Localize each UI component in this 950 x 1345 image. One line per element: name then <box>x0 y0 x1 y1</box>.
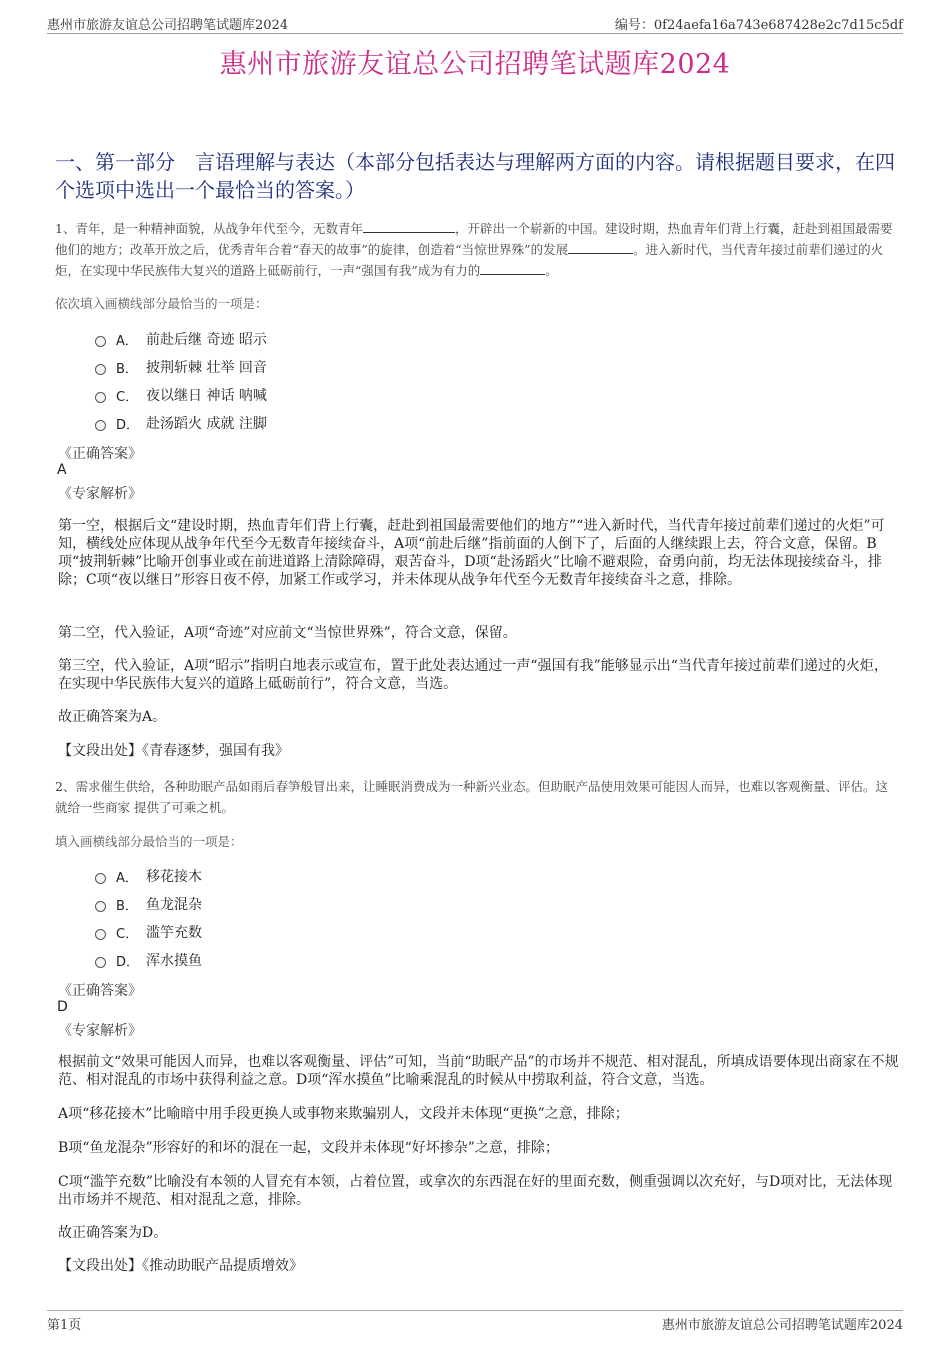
q2-analysis-label: 《专家解析》 <box>58 1023 142 1039</box>
page-title: 惠州市旅游友谊总公司招聘笔试题库2024 <box>219 49 731 80</box>
radio-icon[interactable] <box>95 901 106 912</box>
option-text: 披荆斩棘 壮举 回音 <box>146 360 267 376</box>
option-text: 滥竽充数 <box>146 925 202 941</box>
footer-page-number: 第1页 <box>47 1318 82 1333</box>
q1-answer-label: 《正确答案》 <box>58 446 142 462</box>
footer-doc-title: 惠州市旅游友谊总公司招聘笔试题库2024 <box>661 1318 903 1333</box>
q2-option-d[interactable] <box>95 950 202 970</box>
q1-option-c[interactable] <box>95 385 267 405</box>
q2-analysis-para-5: 故正确答案为D。 <box>58 1225 168 1241</box>
radio-icon[interactable] <box>95 420 106 431</box>
header-doc-id: 编号：0f24aefa16a743e687428e2c7d15c5df <box>614 18 903 33</box>
radio-icon[interactable] <box>95 873 106 884</box>
question-2-stem: 2、需求催生供给，各种助眠产品如雨后春笋般冒出来，让睡眠消费成为一种新兴业态。但助眠产品使用效果可能因人而异，也难以客观衡量、评估。这就给一些商家 提供了可乘之机。 <box>55 779 888 815</box>
q2-analysis-para-2: A项“移花接木”比喻暗中用手段更换人或事物来欺骗别人，文段并未体现“更换”之意，排除； <box>58 1106 629 1122</box>
q1-analysis-para-1: 第一空，根据后文“建设时期，热血青年们背上行囊，赶赴到祖国最需要他们的地方”“进入新时代，当代青年接过前辈们递过的火炬”可知，横线处应体现从战争年代至今无数青年接续奋斗，A项“前赴后继”指前面的人倒下了，后面的人继续跟上去，符合文意，保留。B项“披荆斩棘”比喻开创事业或在前进道路上清除障碍，艰苦奋斗，D项“赴汤蹈火”比喻不避艰险，奋勇向前，均无法体现接续奋斗，排除；C项“夜以继日”形容日夜不停，加紧工作或学习，并未体现从战争年代至今无数青年接续奋斗之意，排除。 <box>58 518 885 588</box>
option-letter: C． <box>116 926 139 942</box>
q1-analysis-para-3: 第三空，代入验证，A项“昭示”指明白地表示或宣布，置于此处表达通过一声“强国有我”能够显示出“当代青年接过前辈们递过的火炬，在实现中华民族伟大复兴的道路上砥砺前行”，符合文意，当选。 <box>58 658 888 692</box>
q1-analysis-label: 《专家解析》 <box>58 486 142 502</box>
option-text: 夜以继日 神话 呐喊 <box>146 388 267 404</box>
q1-option-d[interactable] <box>95 413 267 433</box>
q1-analysis-para-4: 故正确答案为A。 <box>58 709 167 725</box>
q2-instruction: 填入画横线部分最恰当的一项是： <box>55 834 243 849</box>
option-text: 赴汤蹈火 成就 注脚 <box>146 416 267 432</box>
q1-option-b[interactable] <box>95 357 267 377</box>
q1-stem-part4: 。 <box>545 263 558 278</box>
q1-blank-1 <box>363 222 455 233</box>
option-letter: A． <box>116 870 138 886</box>
q1-stem-part1: 1、青年，是一种精神面貌，从战争年代至今，无数青年 <box>55 221 363 236</box>
radio-icon[interactable] <box>95 392 106 403</box>
q2-analysis-para-3: B项“鱼龙混杂”形容好的和坏的混在一起，文段并未体现“好坏掺杂”之意，排除； <box>58 1140 559 1156</box>
header-divider <box>47 33 903 34</box>
header-doc-title: 惠州市旅游友谊总公司招聘笔试题库2024 <box>47 18 289 33</box>
footer-divider <box>47 1310 903 1311</box>
q1-instruction: 依次填入画横线部分最恰当的一项是： <box>55 296 268 311</box>
q2-analysis-para-1: 根据前文“效果可能因人而异，也难以客观衡量、评估”可知，当前“助眠产品”的市场并不规范、相对混乱，所填成语要体现出商家在不规范、相对混乱的市场中获得利益之意。D项“浑水摸鱼”比喻乘混乱的时候从中捞取利益，符合文意，当选。 <box>58 1054 899 1088</box>
q2-source: 【文段出处】《推动助眠产品提质增效》 <box>58 1258 303 1274</box>
option-letter: A． <box>116 333 138 349</box>
option-letter: C． <box>116 389 139 405</box>
q1-source: 【文段出处】《青春逐梦，强国有我》 <box>58 743 289 759</box>
q2-answer: D <box>57 999 68 1015</box>
radio-icon[interactable] <box>95 364 106 375</box>
option-text: 前赴后继 奇迹 昭示 <box>146 332 267 348</box>
radio-icon[interactable] <box>95 957 106 968</box>
radio-icon[interactable] <box>95 336 106 347</box>
q1-answer: A <box>57 462 67 478</box>
option-letter: D． <box>116 954 140 970</box>
option-text: 移花接木 <box>146 869 202 885</box>
q1-blank-3 <box>480 264 545 275</box>
q1-stem-part2: ，开辟出一个崭新的中国。建设时期，热血青年们背上行囊，赶赴到祖国最需要他们的地方；改革开放之后，优秀青年合着“春天的故事”的旋律，创造着“当惊世界殊”的发展 <box>55 221 893 257</box>
q1-option-a[interactable] <box>95 329 267 349</box>
q2-option-a[interactable] <box>95 866 202 886</box>
q2-option-c[interactable] <box>95 922 202 942</box>
option-text: 鱼龙混杂 <box>146 897 202 913</box>
option-text: 浑水摸鱼 <box>146 953 202 969</box>
q1-analysis-para-2: 第二空，代入验证，A项“奇迹”对应前文“当惊世界殊”，符合文意，保留。 <box>58 625 517 641</box>
q2-option-b[interactable] <box>95 894 202 914</box>
question-1-stem <box>55 218 900 281</box>
option-letter: B． <box>116 361 138 377</box>
q1-stem-part3: 。进入新时代，当代青年接过前辈们递过的火炬，在实现中华民族伟大复兴的道路上砥砺前行，一声“强国有我”成为有力的 <box>55 242 884 278</box>
option-letter: B． <box>116 898 138 914</box>
radio-icon[interactable] <box>95 929 106 940</box>
q1-blank-2 <box>568 243 633 254</box>
q2-answer-label: 《正确答案》 <box>58 983 142 999</box>
q2-analysis-para-4: C项“滥竽充数”比喻没有本领的人冒充有本领，占着位置，或拿次的东西混在好的里面充数，侧重强调以次充好，与D项对比，无法体现出市场并不规范、相对混乱之意，排除。 <box>58 1174 893 1208</box>
section-heading: 一、第一部分 言语理解与表达（本部分包括表达与理解两方面的内容。请根据题目要求，在四个选项中选出一个最恰当的答案。） <box>55 150 895 202</box>
option-letter: D． <box>116 417 140 433</box>
